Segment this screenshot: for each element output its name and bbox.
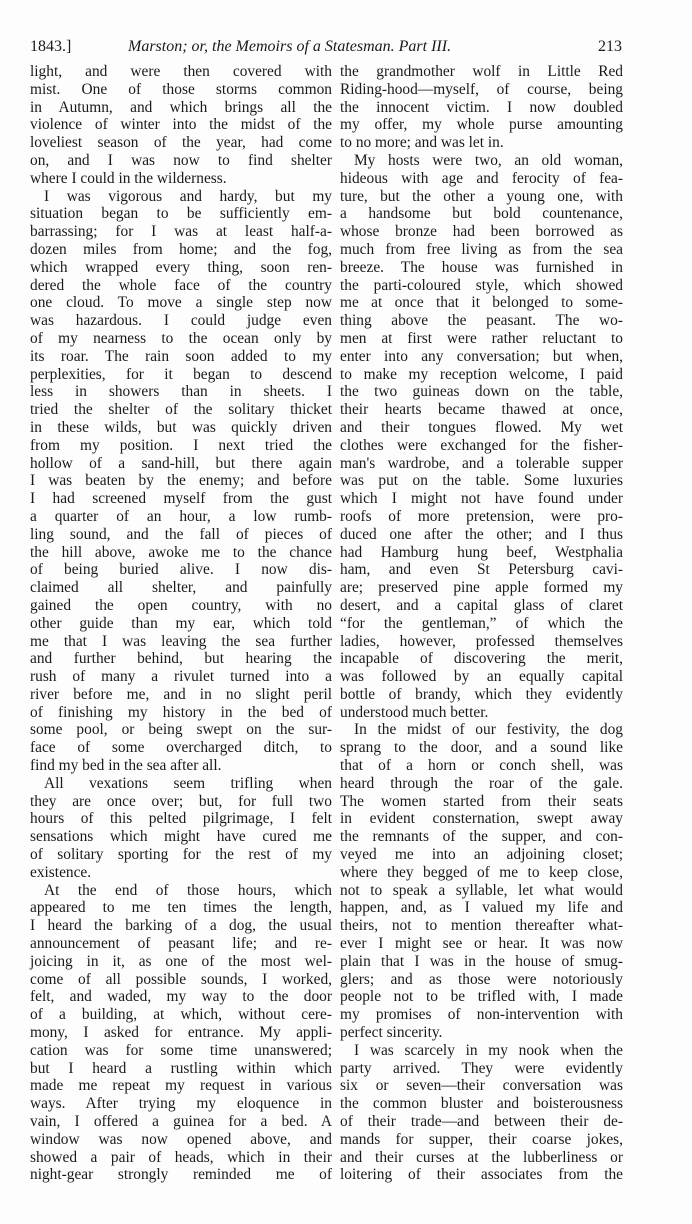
text-line: The women started from their seats (340, 792, 623, 810)
paragraph (30, 882, 332, 1185)
paragraph (340, 721, 623, 1041)
text-line: ways. After trying my eloquence in (30, 1095, 332, 1113)
text-line: ladies, however, professed themselves (340, 632, 623, 650)
text-line: window was now opened above, and (30, 1130, 332, 1148)
text-line: showed a pair of heads, which in their (30, 1148, 332, 1166)
text-line: of my nearness to the ocean only by (30, 329, 332, 347)
text-column-left (30, 63, 332, 1184)
text-line: glers; and as those were notoriously (340, 970, 623, 988)
paragraph (340, 63, 623, 152)
text-line: on, and I was now to find shelter (30, 151, 332, 169)
text-line: loitering of their associates from the (340, 1166, 623, 1184)
text-line: bottle of brandy, which they evidently (340, 685, 623, 703)
text-line: announcement of peasant life; and re- (30, 935, 332, 953)
text-line: thing above the peasant. The wo- (340, 312, 623, 330)
text-line: the two guineas down on the table, (340, 383, 623, 401)
text-line: river before me, and in no slight peril (30, 685, 332, 703)
text-line: a handsome but bold countenance, (340, 205, 623, 223)
text-line: of solitary sporting for the rest of my (30, 846, 332, 864)
text-line: of a building, at which, without cere- (30, 1006, 332, 1024)
text-line: and their curses at the lubberliness or (340, 1148, 623, 1166)
text-line: dozen miles from home; and the fog, (30, 240, 332, 258)
text-line: roofs of more pretension, were pro- (340, 507, 623, 525)
text-line: light, and were then covered with (30, 63, 332, 80)
text-line: hollow of a sand-hill, but there again (30, 454, 332, 472)
text-line: joicing in it, as one of the most wel- (30, 952, 332, 970)
text-line: in these wilds, but was quickly driven (30, 418, 332, 436)
text-line: At the end of those hours, which (44, 881, 332, 899)
text-line: veyed me into an adjoining closet; (340, 846, 623, 864)
text-line: from my position. I next tried the (30, 436, 332, 454)
text-line: theirs, not to mention thereafter what- (340, 917, 623, 935)
text-line: incapable of discovering the merit, (340, 650, 623, 668)
text-line: ture, but the other a young one, with (340, 187, 623, 205)
text-line: one cloud. To move a single step now (30, 294, 332, 312)
text-line: the grandmother wolf in Little Red (340, 63, 623, 80)
text-line: me that I was leaving the sea further (30, 632, 332, 650)
text-line: sensations which might have cured me (30, 828, 332, 846)
text-line: ever I might see or hear. It was now (340, 935, 623, 953)
text-line: the innocent victim. I now doubled (340, 98, 623, 116)
text-line: man's wardrobe, and a tolerable supper (340, 454, 623, 472)
text-line: where I could in the wilderness. (30, 169, 227, 187)
text-line: where they begged of me to keep close, (340, 863, 623, 881)
text-line: My hosts were two, an old woman, (354, 151, 623, 169)
text-line: the common bluster and boisterousness (340, 1095, 623, 1113)
text-line: my offer, my whole purse amounting (340, 116, 623, 134)
text-line: of being buried alive. I now dis- (30, 561, 332, 579)
text-line: perfect sincerity. (340, 1024, 443, 1042)
text-line: dered the whole face of the country (30, 276, 332, 294)
text-line: hours of this pelted pilgrimage, I felt (30, 810, 332, 828)
text-line: whose bronze had been borrowed as (340, 223, 623, 241)
text-line: claimed all shelter, and painfully (30, 579, 332, 597)
text-line: barrassing; for I was at least half-a- (30, 223, 332, 241)
paragraph (30, 188, 332, 775)
text-line: they are once over; but, for full two (30, 792, 332, 810)
text-line: “for the gentleman,” of which the (340, 614, 623, 632)
text-line: heard through the roar of the gale. (340, 774, 623, 792)
text-line: which wrapped every thing, soon ren- (30, 258, 332, 276)
text-line: their hearts became thawed at once, (340, 401, 623, 419)
text-line: are; preserved pine apple formed my (340, 579, 623, 597)
text-line: was hazardous. I could judge even (30, 312, 332, 330)
text-line: I heard the barking of a dog, the usual (30, 917, 332, 935)
text-line: to make my reception welcome, I paid (340, 365, 623, 383)
text-line: Riding-hood—myself, of course, being (340, 80, 623, 98)
paragraph (340, 1042, 623, 1184)
header-title: Marston; or, the Memoirs of a Statesman. Part III. (128, 38, 452, 55)
text-line: loveliest season of the year, had come (30, 134, 332, 152)
text-line: of finishing my history in the bed of (30, 703, 332, 721)
text-line: the hill above, awoke me to the chance (30, 543, 332, 561)
text-line: ling sound, and the fall of pieces of (30, 525, 332, 543)
text-line: of their trade—and between their de- (340, 1113, 623, 1131)
text-line: I was vigorous and hardy, but my (44, 187, 332, 205)
text-line: a quarter of an hour, a low rumb- (30, 507, 332, 525)
text-line: mist. One of those storms common (30, 80, 332, 98)
text-line: desert, and a capital glass of claret (340, 596, 623, 614)
text-line: not to speak a syllable, let what would (340, 881, 623, 899)
text-line: the remnants of the supper, and con- (340, 828, 623, 846)
text-line: which I might not have found under (340, 490, 623, 508)
text-line: the parti-coloured style, which showed (340, 276, 623, 294)
text-line: cation was for some time unanswered; (30, 1041, 332, 1059)
paragraph (30, 775, 332, 882)
text-line: breeze. The house was furnished in (340, 258, 623, 276)
text-line: gained the open country, with no (30, 596, 332, 614)
text-line: people not to be trifled with, I made (340, 988, 623, 1006)
text-line: rush of many a rivulet turned into a (30, 668, 332, 686)
text-line: some pool, or being swept on the sur- (30, 721, 332, 739)
text-line: had Hamburg hung beef, Westphalia (340, 543, 623, 561)
text-line: happen, and, as I valued my life and (340, 899, 623, 917)
text-line: plain that I was in the house of smug- (340, 952, 623, 970)
paragraph (340, 152, 623, 722)
text-line: ham, and even St Petersburg cavi- (340, 561, 623, 579)
text-line: vain, I offered a guinea for a bed. A (30, 1113, 332, 1131)
text-line: come of all possible sounds, I worked, (30, 970, 332, 988)
text-line: I had screened myself from the gust (30, 490, 332, 508)
text-line: was followed by an equally capital (340, 668, 623, 686)
text-line: mands for supper, their coarse jokes, (340, 1130, 623, 1148)
text-line: violence of winter into the midst of the (30, 116, 332, 134)
text-line: night-gear strongly reminded me of (30, 1166, 332, 1184)
text-line: face of some overcharged ditch, to (30, 739, 332, 757)
text-line: made me repeat my request in various (30, 1077, 332, 1095)
text-line: All vexations seem trifling when (44, 774, 332, 792)
text-line: less in showers than in sheets. I (30, 383, 332, 401)
text-line: mony, I asked for entrance. My appli- (30, 1024, 332, 1042)
text-line: men at first were rather reluctant to (340, 329, 623, 347)
page-number: 213 (598, 38, 622, 55)
text-line: enter into any conversation; but when, (340, 347, 623, 365)
text-line: find my bed in the sea after all. (30, 757, 222, 775)
text-line: in Autumn, and which brings all the (30, 98, 332, 116)
running-header (30, 38, 622, 60)
text-line: my promises of non-intervention with (340, 1006, 623, 1024)
text-line: six or seven—their conversation was (340, 1077, 623, 1095)
header-year: 1843.] (30, 38, 72, 55)
text-column-right (340, 63, 623, 1184)
text-line: clothes were exchanged for the fisher- (340, 436, 623, 454)
paragraph (30, 63, 332, 188)
text-line: I was beaten by the enemy; and before (30, 472, 332, 490)
text-line: much from free living as from the sea (340, 240, 623, 258)
text-line: tried the shelter of the solitary thicket (30, 401, 332, 419)
text-line: party arrived. They were evidently (340, 1059, 623, 1077)
text-line: felt, and waded, my way to the door (30, 988, 332, 1006)
text-line: understood much better. (340, 703, 489, 721)
text-line: sprang to the door, and a sound like (340, 739, 623, 757)
text-line: in evident consternation, swept away (340, 810, 623, 828)
text-line: perplexities, for it began to descend (30, 365, 332, 383)
text-line: existence. (30, 863, 92, 881)
text-line: was put on the table. Some luxuries (340, 472, 623, 490)
text-line: appeared to me ten times the length, (30, 899, 332, 917)
text-line: its roar. The rain soon added to my (30, 347, 332, 365)
text-line: hideous with age and ferocity of fea- (340, 169, 623, 187)
text-line: other guide than my ear, which told (30, 614, 332, 632)
text-line: and their tongues flowed. My wet (340, 418, 623, 436)
text-line: that of a horn or conch shell, was (340, 757, 623, 775)
text-line: situation began to be sufficiently em- (30, 205, 332, 223)
text-line: me at once that it belonged to some- (340, 294, 623, 312)
text-line: and further behind, but hearing the (30, 650, 332, 668)
text-line: In the midst of our festivity, the dog (354, 721, 623, 739)
text-line: I was scarcely in my nook when the (354, 1041, 623, 1059)
text-line: but I heard a rustling within which (30, 1059, 332, 1077)
text-line: duced one after the other; and I thus (340, 525, 623, 543)
text-line: to no more; and was let in. (340, 134, 504, 152)
